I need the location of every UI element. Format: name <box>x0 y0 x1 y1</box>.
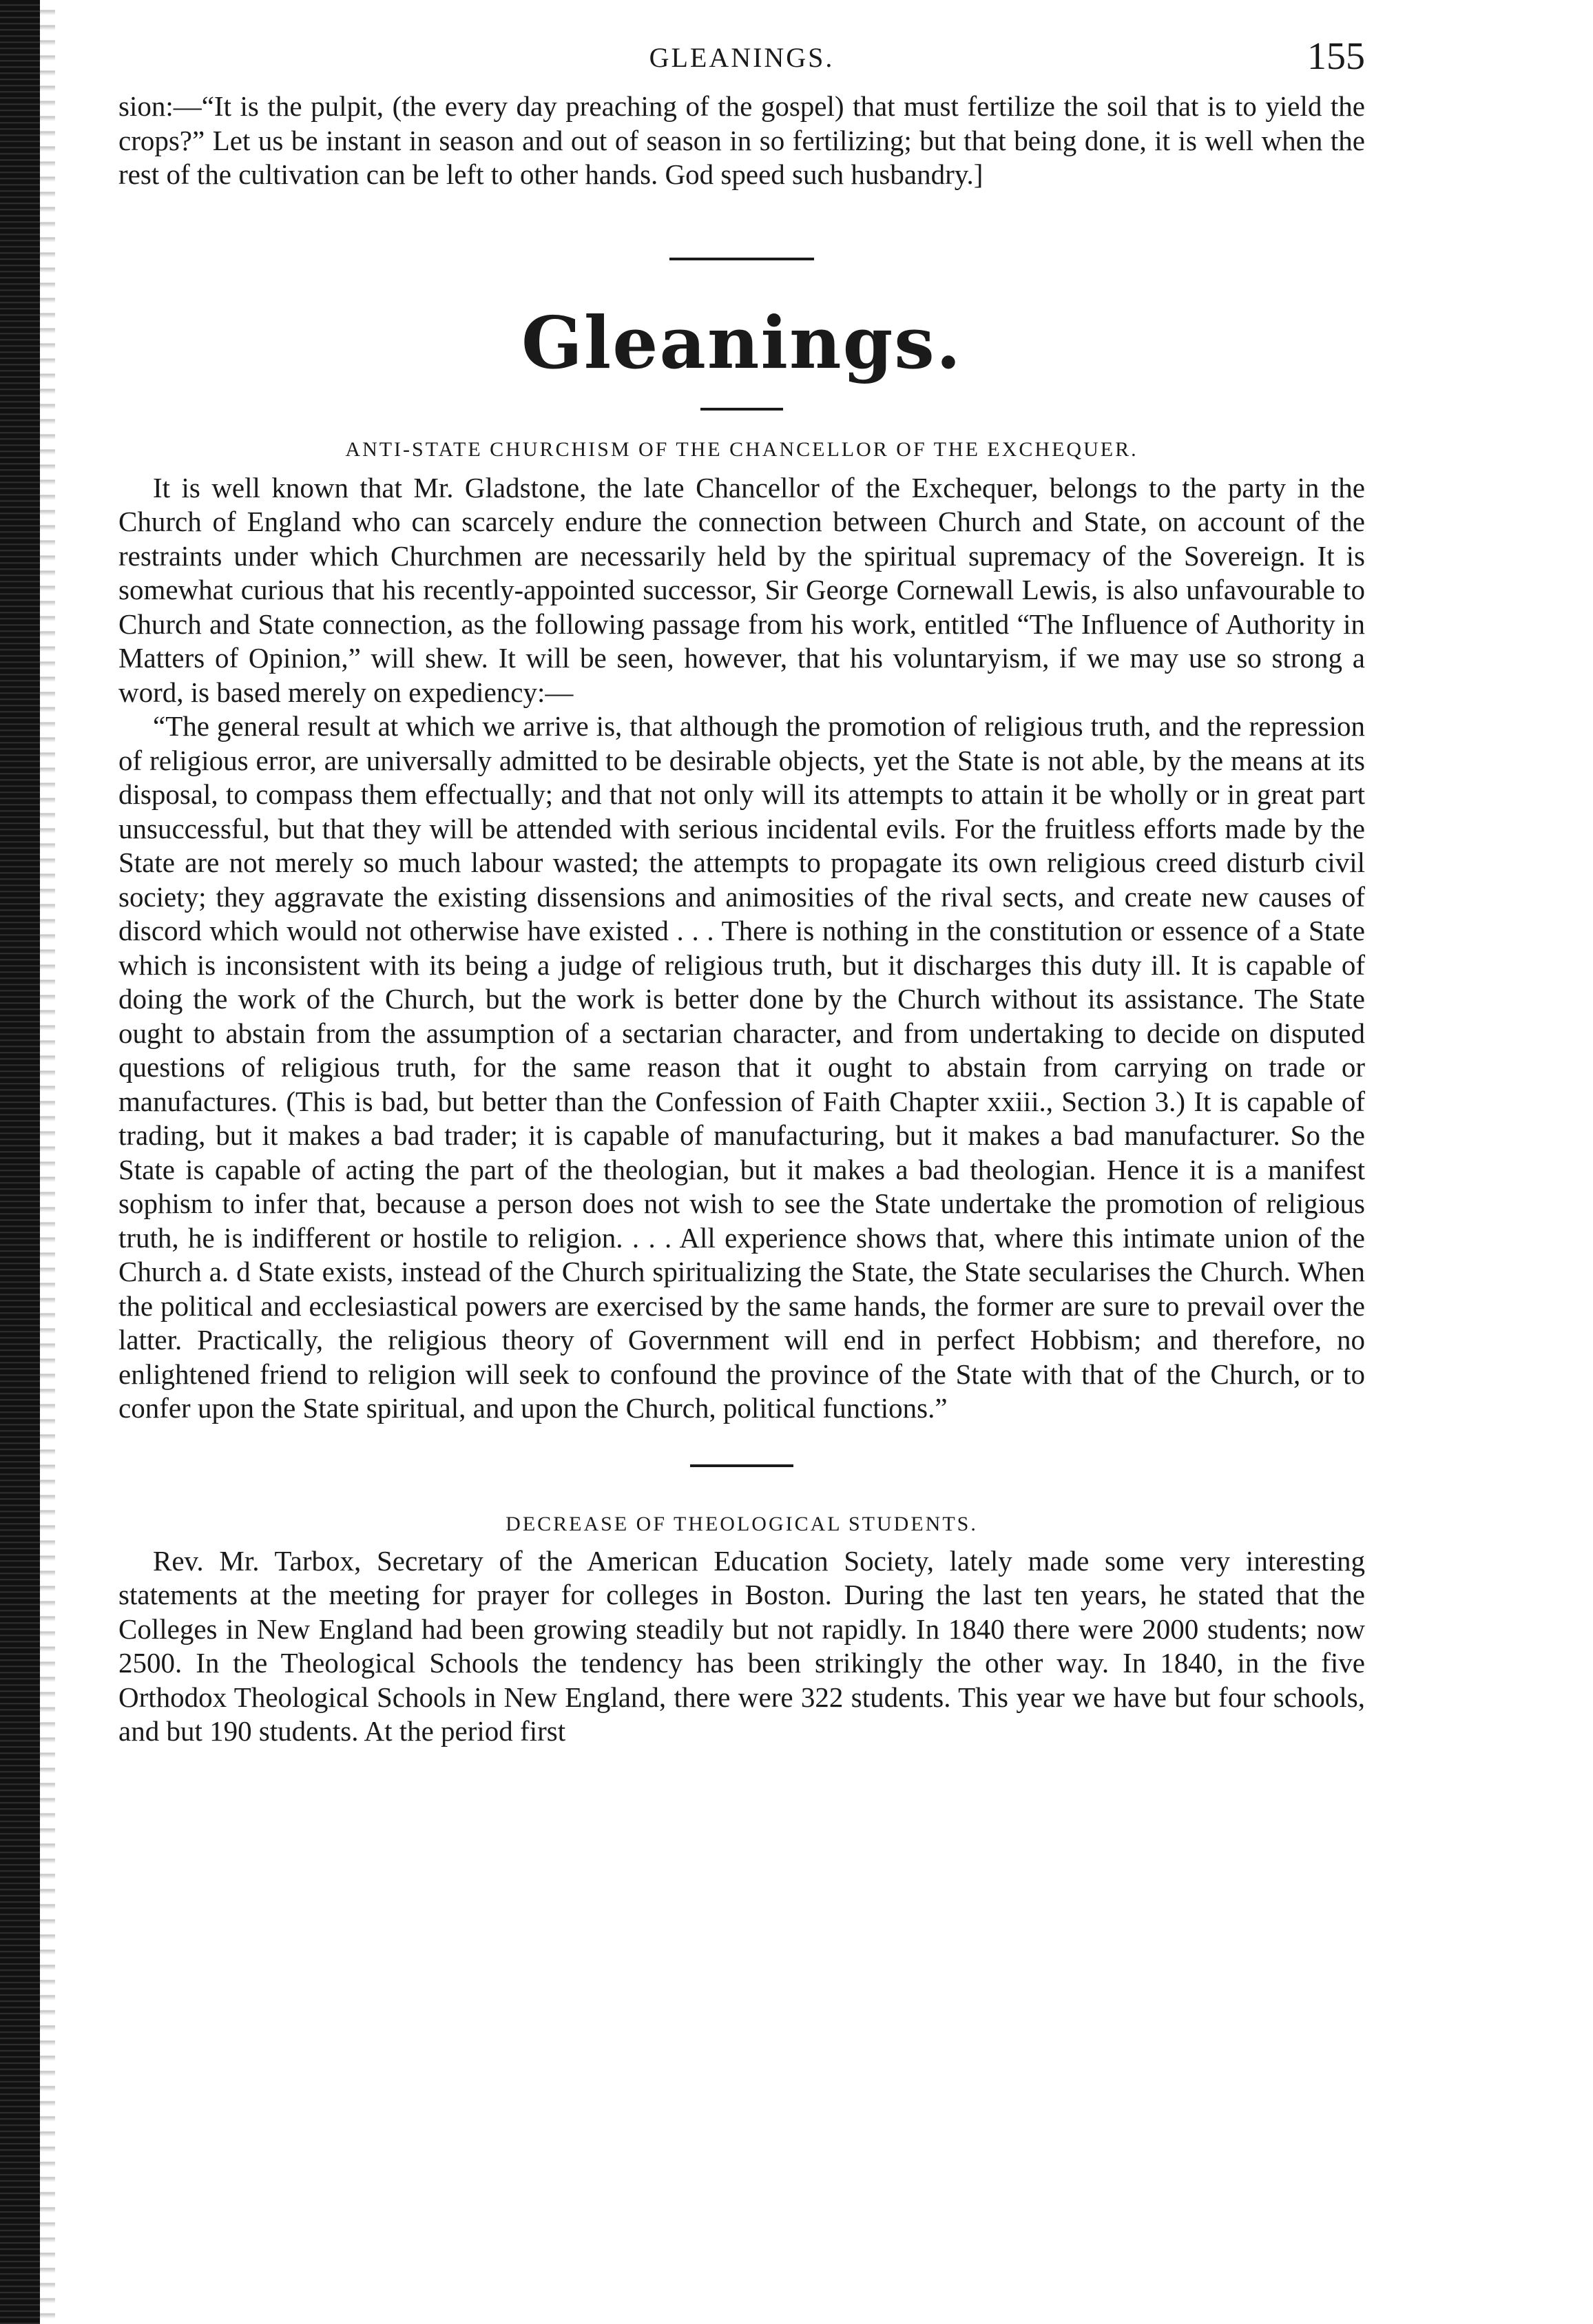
section-title: Gleanings. <box>521 300 963 385</box>
divider-rule <box>690 1464 793 1467</box>
book-page <box>118 34 1365 1749</box>
divider-rule <box>669 258 814 260</box>
gutter-shadow <box>40 0 55 2324</box>
article-heading: ANTI-STATE CHURCHISM OF THE CHANCELLOR OF THE EXCHEQUER. <box>345 437 1138 461</box>
book-binding-edge <box>0 0 40 2324</box>
article-heading: DECREASE OF THEOLOGICAL STUDENTS. <box>506 1512 978 1535</box>
running-head-title: GLEANINGS. <box>649 42 835 73</box>
page-number: 155 <box>1307 35 1365 78</box>
article-quotation: “The general result at which we arrive is, that although the promotion of religious truth, and the repression of religious error, are universally admitted to be desirable objects, yet the State is not able, by the means at its disposal, to compass them effectually; and that not only will its attempts to attain it be wholly or in great part unsuccessful, but that they will be attended with serious incidental evils. For the fruitless efforts made by the State are not merely so much labour wasted; the attempts to propagate its own religious creed disturb civil society; they aggravate the existing dissensions and animosities of the rival sects, and create new causes of discord which would not otherwise have existed . . . There is nothing in the constitution or essence of a State which is inconsistent with its being a judge of religious truth, but it discharges this duty ill. It is capable of doing the work of the Church, but the work is better done by the Church without its assistance. The State ought to abstain from the assumption of a sectarian character, and from undertaking to decide on disputed questions of religious truth, for the same reason that it ought to abstain from carrying on trade or manufactures. (This is bad, but better than the Confession of Faith Chapter xxiii., Section 3.) It is capable of trading, but it makes a bad trader; it is capable of manufacturing, but it makes a bad manufacturer. So the State is capable of acting the part of the theologian, but it makes a bad theologian. Hence it is a manifest sophism to infer that, because a person does not wish to see the State undertake the promotion of religious truth, he is indifferent or hostile to religion. . . . All experience shows that, where this intimate union of the Church a. d State exists, instead of the Church spiritualizing the State, the State secularises the Church. When the political and ecclesiastical powers are exercised by the same hands, the former are sure to prevail over the latter. Practically, the religious theory of Government will end in perfect Hobbism; and therefore, no enlightened friend to religion will seek to confound the province of the State with that of the Church, or to confer upon the State spiritual, and upon the Church, political functions.” <box>118 710 1365 1424</box>
title-underline <box>700 408 783 411</box>
article-intro-paragraph: It is well known that Mr. Gladstone, the late Chancellor of the Exchequer, belongs to the party in the Church of England who can scarcely endure the connection between Church and State, on account of the restraints under which Churchmen are necessarily held by the spiritual supremacy of the Sovereign. It is somewhat curious that his recently-appointed successor, Sir George Cornewall Lewis, is also unfavourable to Church and State connection, as the following passage from his work, entitled “The Influence of Authority in Matters of Opinion,” will shew. It will be seen, however, that his voluntaryism, if we may use so strong a word, is based merely on expediency:— <box>118 471 1365 708</box>
article-body-paragraph: Rev. Mr. Tarbox, Secretary of the American Education Society, lately made some very interesting statements at the meeting for prayer for colleges in Boston. During the last ten years, he stated that the Colleges in New England had been growing steadily but not rapidly. In 1840 there were 2000 students; now 2500. In the Theological Schools the tendency has been strikingly the other way. In 1840, in the five Orthodox Theological Schools in New England, there were 322 students. This year we have but four schools, and but 190 students. At the period first <box>118 1544 1365 1747</box>
running-head <box>118 34 1365 90</box>
continuation-paragraph: sion:—“It is the pulpit, (the every day preaching of the gospel) that must fertilize the soil that is to yield the crops?” Let us be instant in season and out of season in so fertilizing; but that being done, it is well when the rest of the cultivation can be left to other hands. God speed such husbandry.] <box>118 90 1365 190</box>
